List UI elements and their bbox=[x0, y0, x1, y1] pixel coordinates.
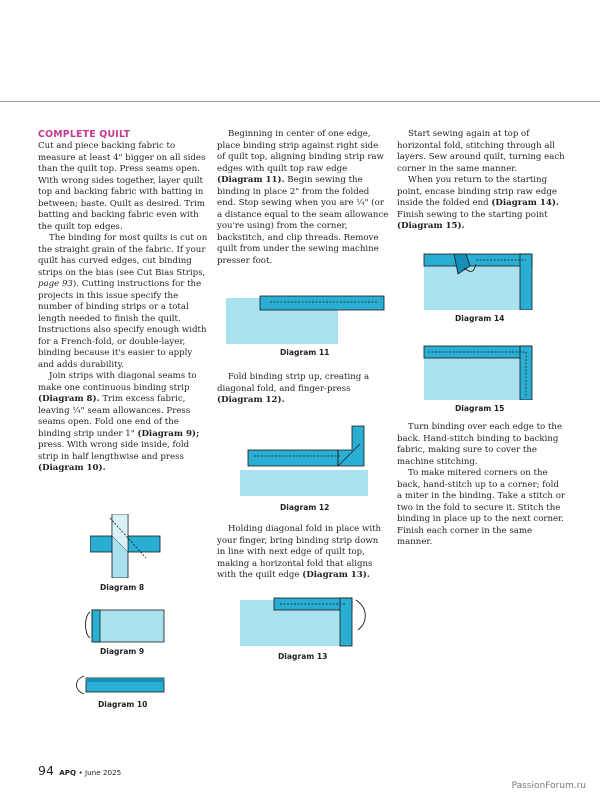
col2-p1-c: Begin sewing the binding in place 2" from the folded end. Stop sewing when you are ¼" (or a distance equal to the seam allowance you're using) from the corner, backstitch, and clip threads. Remove quilt from under the sewing machine presser foot. bbox=[217, 175, 389, 266]
col2-p1-a: Beginning in center of one edge, place binding strip against right side of quilt top, aligning binding strip raw edges with quilt top raw edge bbox=[217, 129, 384, 174]
diagram-12-diagonal-fold bbox=[338, 426, 364, 466]
diagram-9-folded-end bbox=[92, 610, 100, 642]
col1-p3-c: Trim excess fabric, leaving ¼" seam allowances. Press seams open. Fold one end of the binding strip under 1" bbox=[38, 394, 191, 439]
col3-paragraph-4: To make mitered corners on the back, hand-stitch up to a corner; fold a miter in the binding. Take a stitch or two in the fold to secure it. Stitch the binding in place up to the next corner. Finish each corner in the same manner. bbox=[397, 468, 565, 547]
col3-p2-a: When you return to the starting point, encase binding strip raw edge inside the folded end bbox=[397, 175, 557, 208]
diagram-12-quilt bbox=[240, 470, 368, 496]
diagram-9-strip bbox=[92, 610, 164, 642]
diagram-9 bbox=[84, 606, 166, 644]
diagram-10-fold-edge bbox=[86, 678, 164, 682]
column-2-mid bbox=[217, 372, 389, 407]
diagram-11-binding bbox=[260, 296, 384, 310]
diagram-13-fold-arrow bbox=[356, 600, 365, 630]
section-heading: COMPLETE QUILT bbox=[38, 129, 131, 140]
col1-paragraph-1: Cut and piece backing fabric to measure at least 4" bigger on all sides than the quilt top. Press seams open. With wrong sides together, layer quilt top and backing fabric with batting in between; baste. Quilt as desired. Trim batting and backing fabric even with the quilt top edges. bbox=[38, 141, 206, 232]
caption-diagram-13: Diagram 13 bbox=[278, 652, 328, 661]
col3-paragraph-2 bbox=[397, 175, 565, 233]
diagram-10-fold-arrow bbox=[77, 676, 85, 694]
diagram-15 bbox=[420, 342, 546, 400]
diagram-9-fold-arrow bbox=[86, 612, 91, 638]
caption-diagram-10: Diagram 10 bbox=[98, 700, 148, 709]
header-divider bbox=[0, 101, 600, 102]
ref-diagram-10: (Diagram 10). bbox=[38, 463, 106, 473]
col1-p2-end: ). Cutting instructions for the projects in this issue specify the number of binding strips or a total length needed to finish the quilt. Instructions also specify enough width for a French-fold, or double-layer, binding because it's easier to apply and adds durability. bbox=[38, 279, 207, 370]
ref-diagram-15: (Diagram 15). bbox=[397, 221, 465, 231]
page-number: 94 bbox=[38, 763, 54, 778]
col1-paragraph-2 bbox=[38, 233, 208, 371]
col3-p2-c: Finish sewing to the starting point bbox=[397, 209, 548, 220]
col3-paragraph-3: Turn binding over each edge to the back. Hand-stitch binding to backing fabric, making sure to cover the machine stitching. bbox=[397, 422, 563, 467]
col2-p3-a: Holding diagonal fold in place with your finger, bring binding strip down in line with next edge of quilt top, making a horizontal fold that aligns with the quilt edge bbox=[217, 524, 382, 580]
col2-paragraph-1 bbox=[217, 129, 389, 267]
diagram-8 bbox=[90, 514, 162, 578]
watermark: PassionForum.ru bbox=[511, 781, 586, 791]
col3-paragraph-1: Start sewing again at top of horizontal fold, stitching through all layers. Sew around quilt, turning each corner in the same manner. bbox=[397, 129, 565, 174]
caption-diagram-9: Diagram 9 bbox=[100, 647, 145, 656]
column-2-low bbox=[217, 524, 389, 582]
caption-diagram-14: Diagram 14 bbox=[455, 314, 505, 323]
caption-diagram-11: Diagram 11 bbox=[280, 348, 330, 357]
ref-diagram-13: (Diagram 13). bbox=[302, 570, 370, 580]
magazine-name: APQ bbox=[59, 768, 77, 777]
caption-diagram-15: Diagram 15 bbox=[455, 404, 505, 413]
diagram-11 bbox=[226, 292, 386, 344]
column-3 bbox=[397, 129, 565, 233]
diagram-10 bbox=[68, 672, 166, 696]
col2-paragraph-3 bbox=[217, 524, 389, 582]
diagram-13-binding-side bbox=[340, 598, 352, 646]
column-3-low bbox=[397, 422, 565, 549]
col1-p2-text: The binding for most quilts is cut on the straight grain of the fabric. If your quilt has curved edges, cut binding strips on the bias (see Cut Bias Strips, bbox=[38, 233, 208, 278]
ref-diagram-11: (Diagram 11). bbox=[217, 175, 285, 185]
caption-diagram-8: Diagram 8 bbox=[100, 583, 145, 592]
column-2 bbox=[217, 129, 389, 267]
issue-date: June 2025 bbox=[84, 768, 122, 777]
diagram-12-binding bbox=[248, 450, 338, 466]
diagram-13 bbox=[240, 596, 370, 648]
page-footer bbox=[38, 763, 121, 778]
diagram-12 bbox=[240, 424, 368, 496]
ref-diagram-14: (Diagram 14). bbox=[491, 198, 559, 208]
page-reference: page 93 bbox=[38, 279, 73, 289]
col1-p3-d: press. With wrong side inside, fold strip in half lengthwise and press bbox=[38, 440, 190, 462]
diagram-14-binding-side bbox=[520, 254, 532, 310]
ref-diagram-9: (Diagram 9); bbox=[137, 428, 200, 439]
ref-diagram-8: (Diagram 8). bbox=[38, 394, 100, 404]
col2-p2-a: Fold binding strip up, creating a diagonal fold, and finger-press bbox=[217, 372, 370, 394]
ref-diagram-12: (Diagram 12). bbox=[217, 395, 285, 405]
col2-paragraph-2 bbox=[217, 372, 389, 407]
caption-diagram-12: Diagram 12 bbox=[280, 503, 330, 512]
footer-separator: • bbox=[76, 768, 85, 777]
column-1 bbox=[38, 129, 208, 475]
col1-p3-a: Join strips with diagonal seams to make one continuous binding strip bbox=[38, 371, 197, 393]
col1-paragraph-3 bbox=[38, 371, 208, 475]
diagram-14 bbox=[420, 250, 546, 310]
